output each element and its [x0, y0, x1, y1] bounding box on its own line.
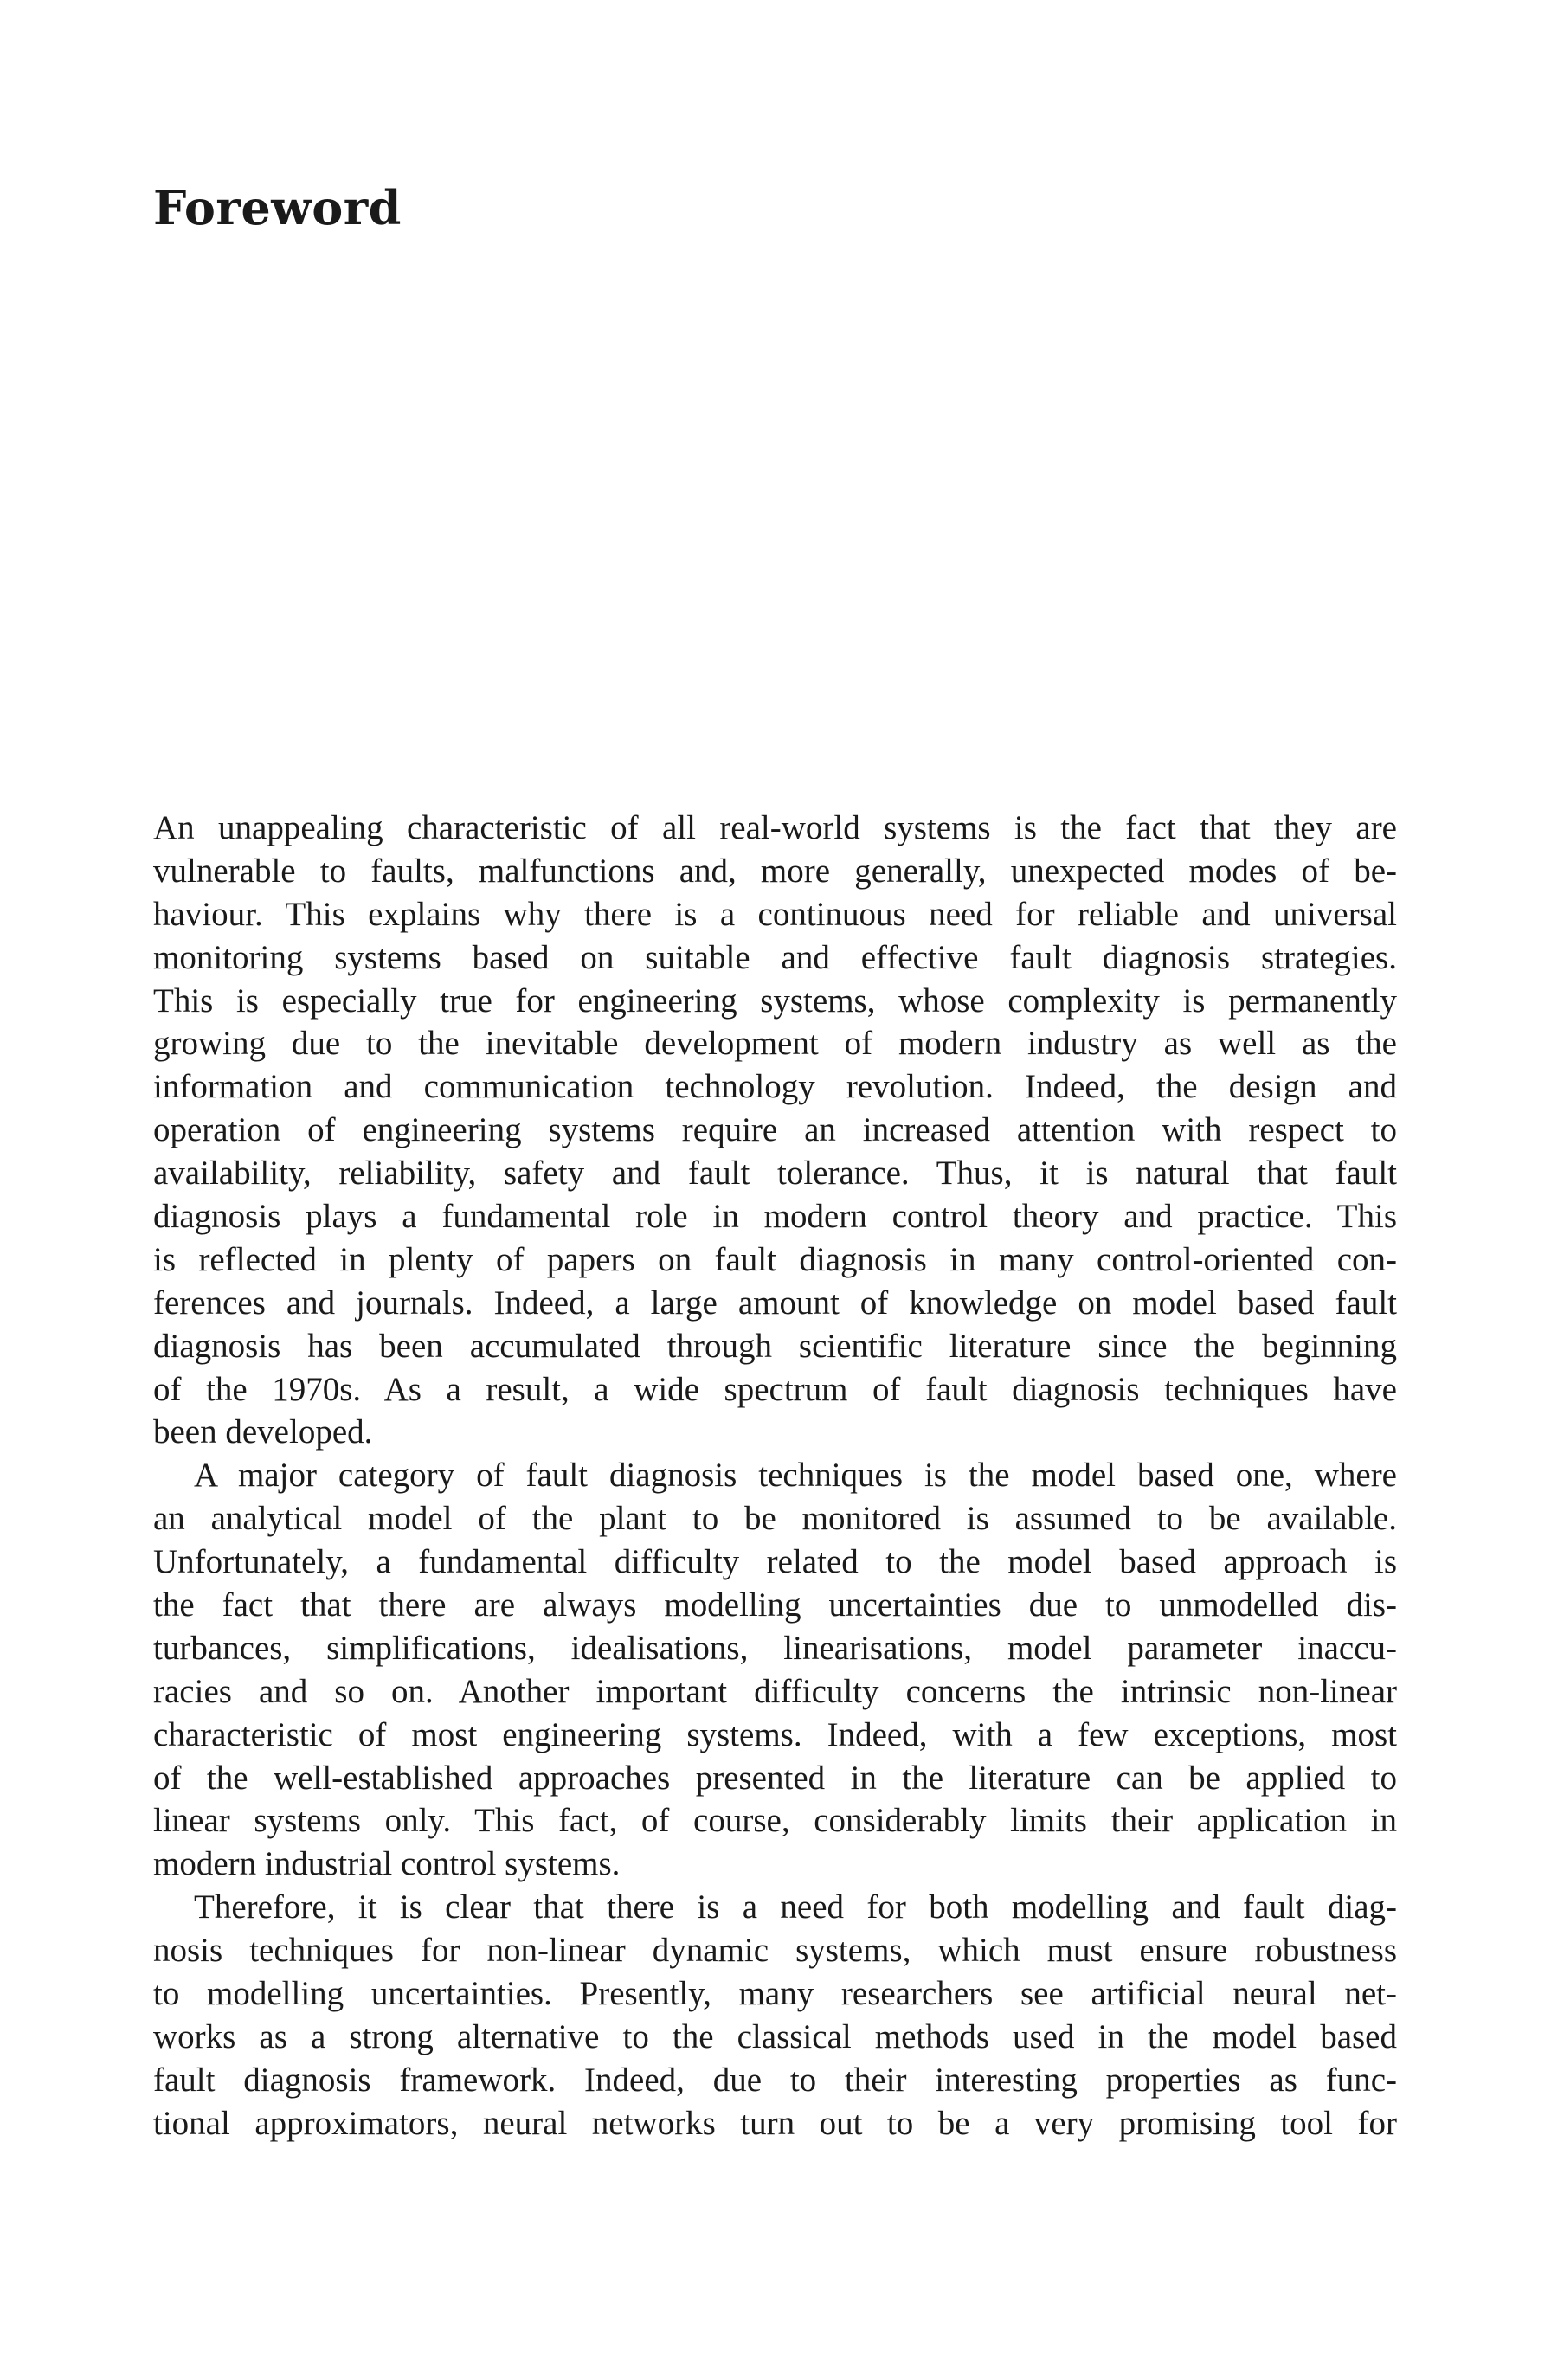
text-line: works as a strong alternative to the classical methods used in the model based — [153, 2017, 1397, 2055]
text-line: monitoring systems based on suitable and effective fault diagnosis strategies. — [153, 938, 1397, 976]
text-line: nosis techniques for non-linear dynamic systems, which must ensure robustness — [153, 1932, 1397, 1970]
text-line: information and communication technology revolution. Indeed, the design and — [153, 1068, 1397, 1106]
text-line: the fact that there are always modelling uncertainties due to unmodelled dis- — [153, 1586, 1397, 1624]
text-line: to modelling uncertainties. Presently, many researchers see artificial neural net- — [153, 1975, 1397, 2013]
text-line: This is especially true for engineering systems, whose complexity is permanently — [153, 981, 1397, 1020]
text-line: turbances, simplifications, idealisations, linearisations, model parameter inaccu- — [153, 1629, 1397, 1667]
text-line: tional approximators, neural networks turn out to be a very promising tool for — [153, 2104, 1397, 2142]
text-line: an analytical model of the plant to be monitored is assumed to be available. — [153, 1500, 1397, 1538]
text-line: characteristic of most engineering systems. Indeed, with a few exceptions, most — [153, 1715, 1397, 1753]
text-line: growing due to the inevitable development of modern industry as well as the — [153, 1025, 1397, 1063]
text-line: haviour. This explains why there is a continuous need for reliable and universal — [153, 895, 1397, 933]
text-line: availability, reliability, safety and fault tolerance. Thus, it is natural that fault — [153, 1155, 1397, 1193]
paragraph — [153, 1886, 1397, 2145]
text-line: Therefore, it is clear that there is a need for both modelling and fault diag- — [194, 1888, 1397, 1927]
text-line: of the 1970s. As a result, a wide spectrum of fault diagnosis techniques have — [153, 1370, 1397, 1408]
text-line: vulnerable to faults, malfunctions and, more generally, unexpected modes of be- — [153, 852, 1397, 890]
text-line: A major category of fault diagnosis techniques is the model based one, where — [194, 1457, 1397, 1495]
text-line: ferences and journals. Indeed, a large amount of knowledge on model based fault — [153, 1283, 1397, 1322]
text-line: fault diagnosis framework. Indeed, due to their interesting properties as func- — [153, 2061, 1397, 2099]
text-line: diagnosis plays a fundamental role in modern control theory and practice. This — [153, 1198, 1397, 1236]
text-line: diagnosis has been accumulated through scientific literature since the beginning — [153, 1327, 1397, 1365]
text-line: is reflected in plenty of papers on fault diagnosis in many control-oriented con- — [153, 1240, 1397, 1278]
text-line: Unfortunately, a fundamental difficulty related to the model based approach is — [153, 1543, 1397, 1581]
chapter-heading: Foreword — [153, 180, 402, 235]
text-line: An unappealing characteristic of all real-world systems is the fact that they are — [153, 809, 1397, 846]
text-line: racies and so on. Another important difficulty concerns the intrinsic non-linear — [153, 1672, 1397, 1710]
paragraph — [153, 1454, 1397, 1886]
text-line: been developed. — [153, 1413, 373, 1451]
text-line: linear systems only. This fact, of course, considerably limits their application in — [153, 1802, 1397, 1840]
text-line: of the well-established approaches presented in the literature can be applied to — [153, 1759, 1397, 1797]
text-line: operation of engineering systems require an increased attention with respect to — [153, 1111, 1397, 1149]
paragraph — [153, 807, 1397, 1454]
text-line: modern industrial control systems. — [153, 1845, 621, 1883]
foreword-body — [153, 807, 1397, 2145]
